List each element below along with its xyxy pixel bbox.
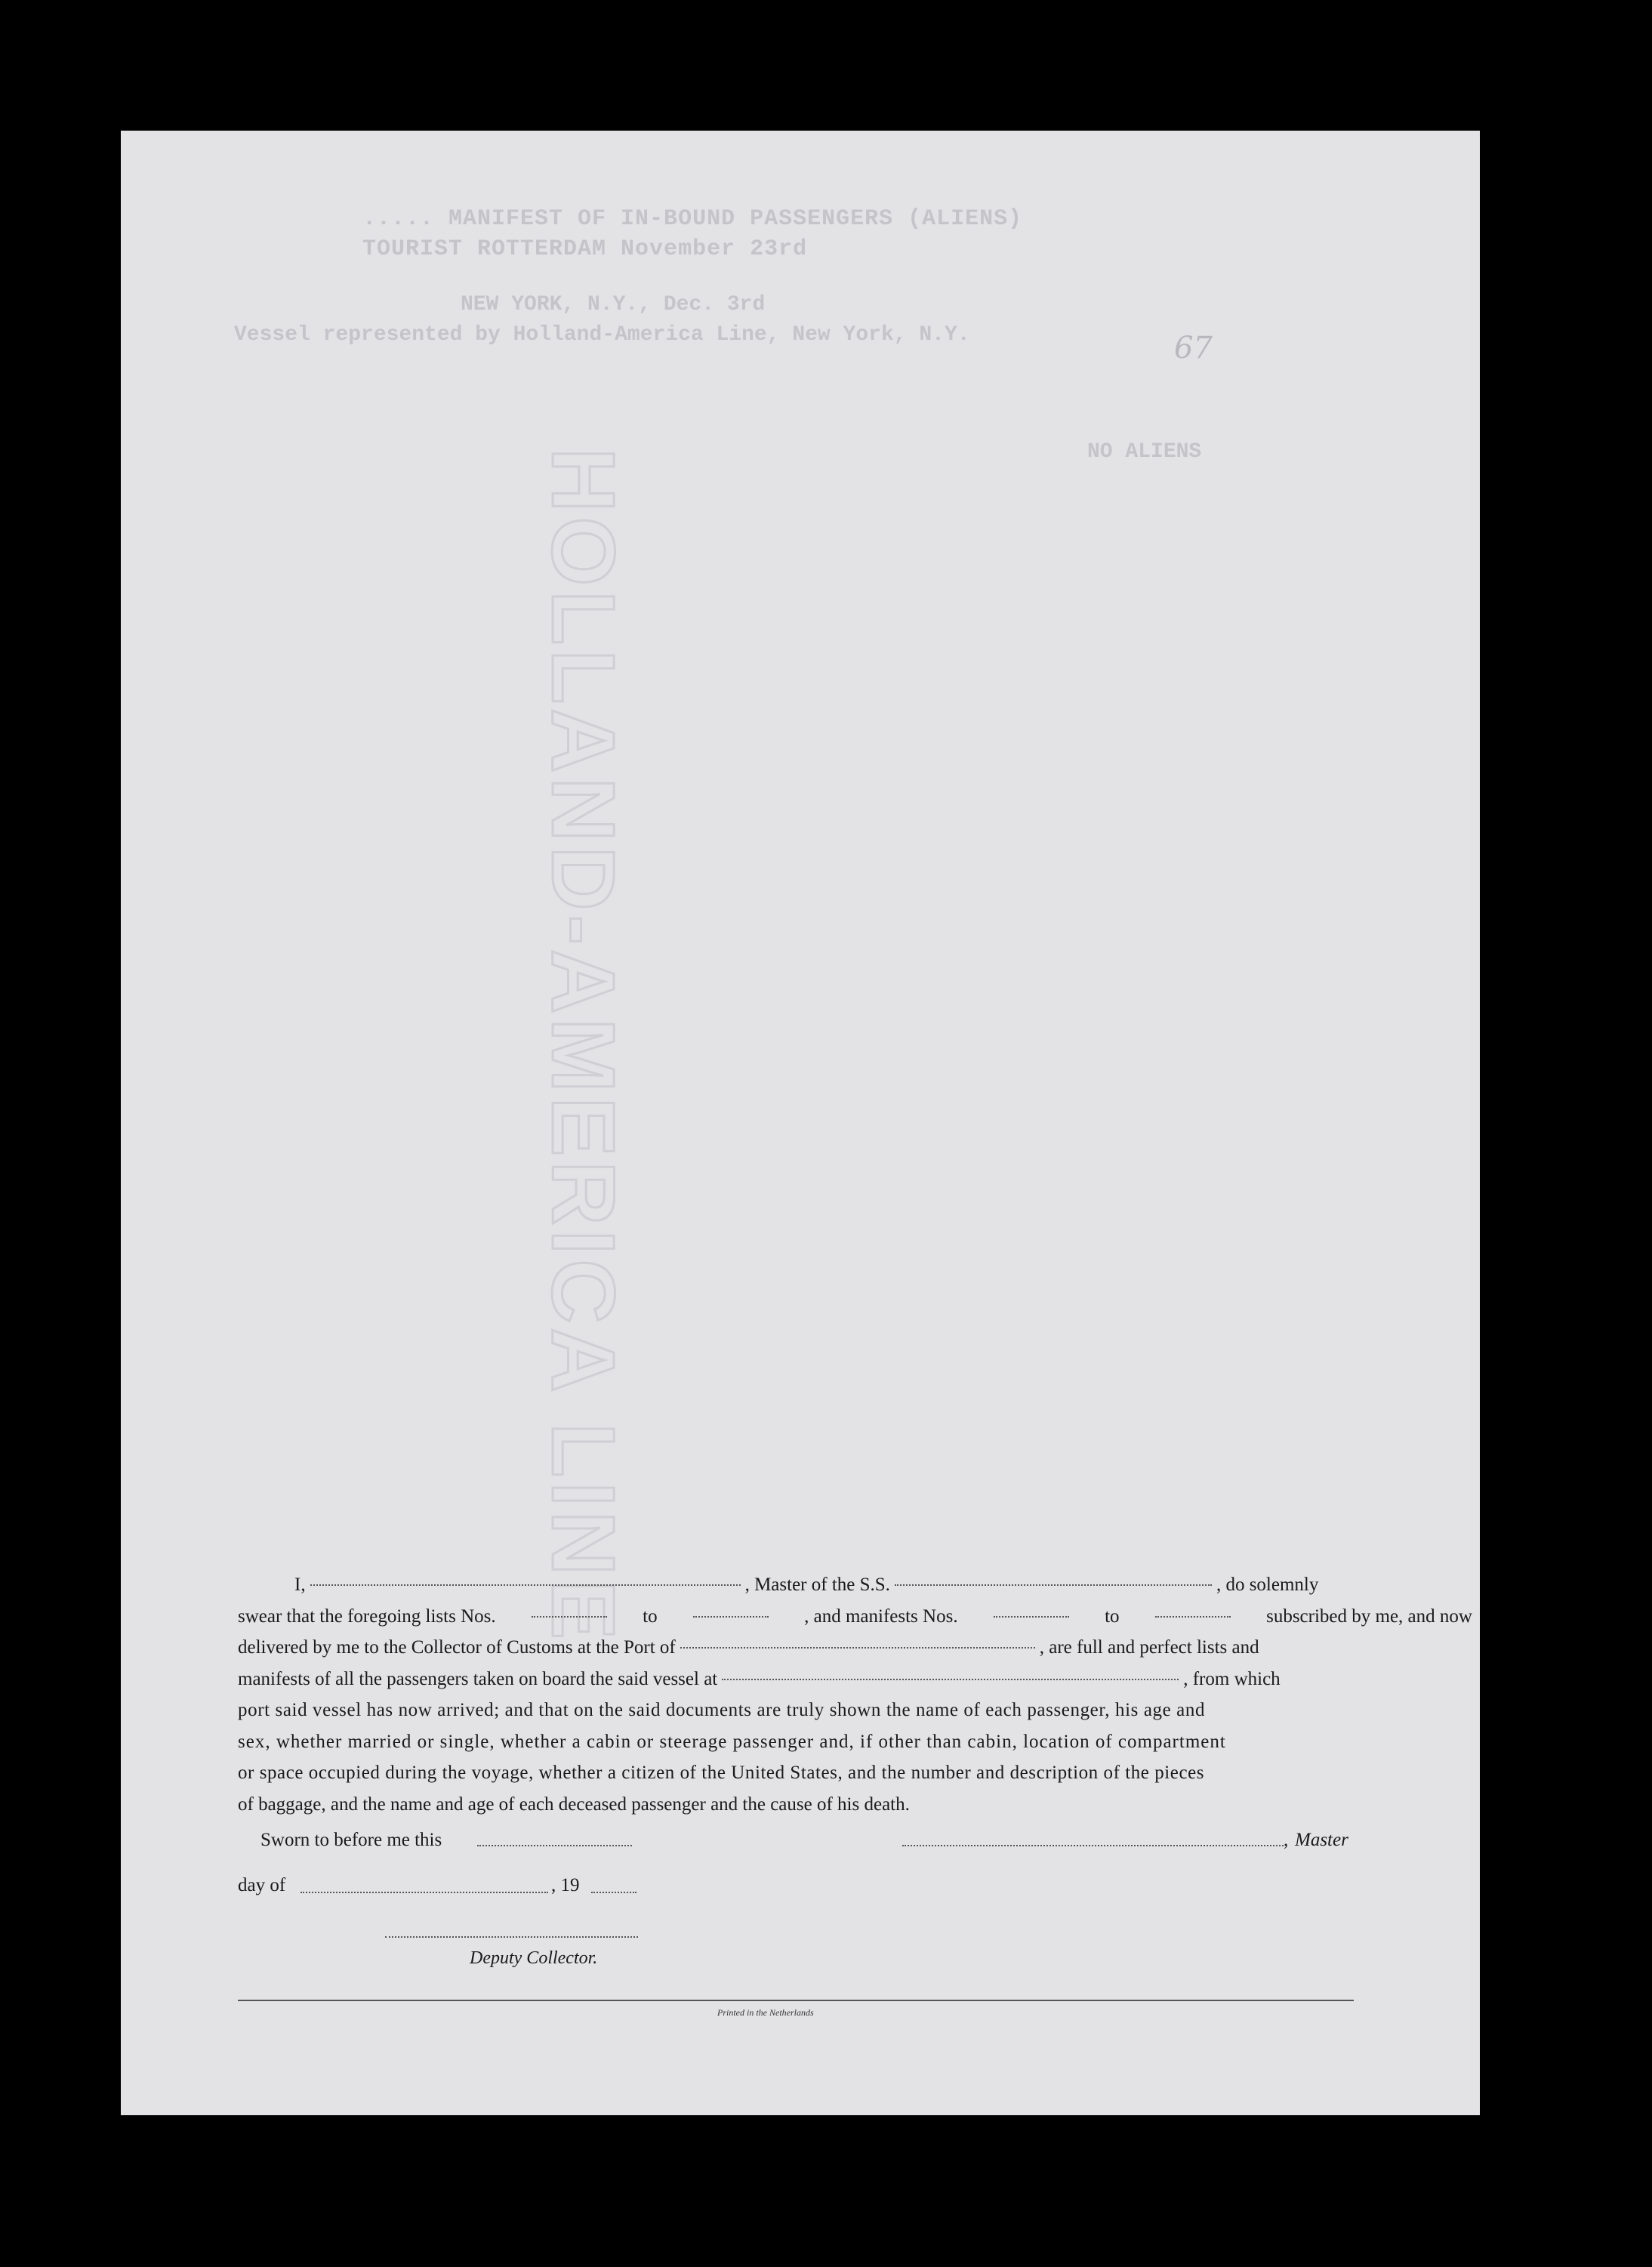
embark-port-blank[interactable] <box>722 1678 1179 1680</box>
punch-hole-upper <box>1504 575 1540 612</box>
oath-text: manifests of all the passengers taken on board the said vessel at <box>238 1668 718 1689</box>
manifests-to-blank[interactable] <box>1155 1615 1231 1618</box>
oath-paragraph <box>238 1569 1472 1820</box>
oath-line-8: of baggage, and the name and age of each deceased passenger and the cause of his death. <box>238 1794 910 1815</box>
footer-rule <box>238 2000 1354 2001</box>
oath-line-5: port said vessel has now arrived; and that on the said documents are truly shown the name of each passenger, his age and <box>238 1700 1206 1720</box>
year-prefix: , 19 <box>551 1875 580 1895</box>
oath-text: , from which <box>1183 1668 1281 1689</box>
oath-line-7: or space occupied during the voyage, whether a citizen of the United States, and the number and description of the pieces <box>238 1763 1205 1783</box>
vessel-name-blank[interactable] <box>895 1584 1212 1586</box>
oath-text: I, <box>294 1575 306 1595</box>
oath-text: delivered by me to the Collector of Customs at the Port of <box>238 1637 676 1658</box>
ghost-no-aliens: NO ALIENS <box>1087 440 1202 464</box>
ghost-page-mark: 67 <box>1174 331 1213 365</box>
oath-text: , Master of the S.S. <box>744 1575 890 1595</box>
bleed-through-stamp: HOLLAND-AMERICA LINE <box>533 448 633 1644</box>
oath-text: , do solemnly <box>1216 1575 1319 1595</box>
punch-hole-lower <box>1506 1633 1542 1670</box>
oath-text: swear that the foregoing lists Nos. <box>238 1605 496 1627</box>
oath-text: to <box>1105 1605 1120 1627</box>
oath-text: , are full and perfect lists and <box>1039 1637 1259 1658</box>
oath-text: , and manifests Nos. <box>804 1605 958 1627</box>
year-blank[interactable] <box>591 1892 636 1893</box>
day-of-blank[interactable] <box>301 1892 548 1893</box>
master-label: Master <box>1295 1830 1348 1850</box>
oath-line-4 <box>238 1664 1472 1695</box>
sworn-label: Sworn to before me this <box>260 1830 442 1850</box>
oath-text: to <box>643 1605 658 1627</box>
day-of-label: day of <box>238 1875 286 1895</box>
master-name-blank[interactable] <box>310 1584 741 1586</box>
ghost-header-line-2: TOURIST ROTTERDAM November 23rd <box>362 236 808 262</box>
ghost-header-line-3: NEW YORK, N.Y., Dec. 3rd <box>461 293 766 316</box>
deputy-signature-blank[interactable] <box>385 1936 638 1938</box>
lists-from-blank[interactable] <box>532 1615 607 1618</box>
master-signature-blank[interactable] <box>902 1845 1284 1846</box>
deputy-collector-label: Deputy Collector. <box>470 1948 598 1968</box>
port-blank[interactable] <box>680 1646 1035 1649</box>
sworn-date-blank[interactable] <box>477 1845 632 1846</box>
manifest-page <box>121 131 1480 2115</box>
oath-line-1 <box>238 1569 1472 1601</box>
ghost-header-line-4: Vessel represented by Holland-America Line, New York, N.Y. <box>234 323 970 347</box>
oath-text: subscribed by me, and now <box>1266 1605 1472 1627</box>
manifests-from-blank[interactable] <box>994 1615 1069 1618</box>
master-comma: , <box>1284 1830 1289 1850</box>
lists-to-blank[interactable] <box>693 1615 769 1618</box>
oath-line-2 <box>238 1601 1472 1633</box>
ghost-header-line-1: ..... MANIFEST OF IN-BOUND PASSENGERS (ALIENS) <box>362 206 1023 232</box>
oath-line-3 <box>238 1632 1472 1664</box>
oath-line-6: sex, whether married or single, whether a cabin or steerage passenger and, if other than cabin, location of compartment <box>238 1731 1226 1752</box>
printed-in-label: Printed in the Netherlands <box>717 2007 814 2018</box>
